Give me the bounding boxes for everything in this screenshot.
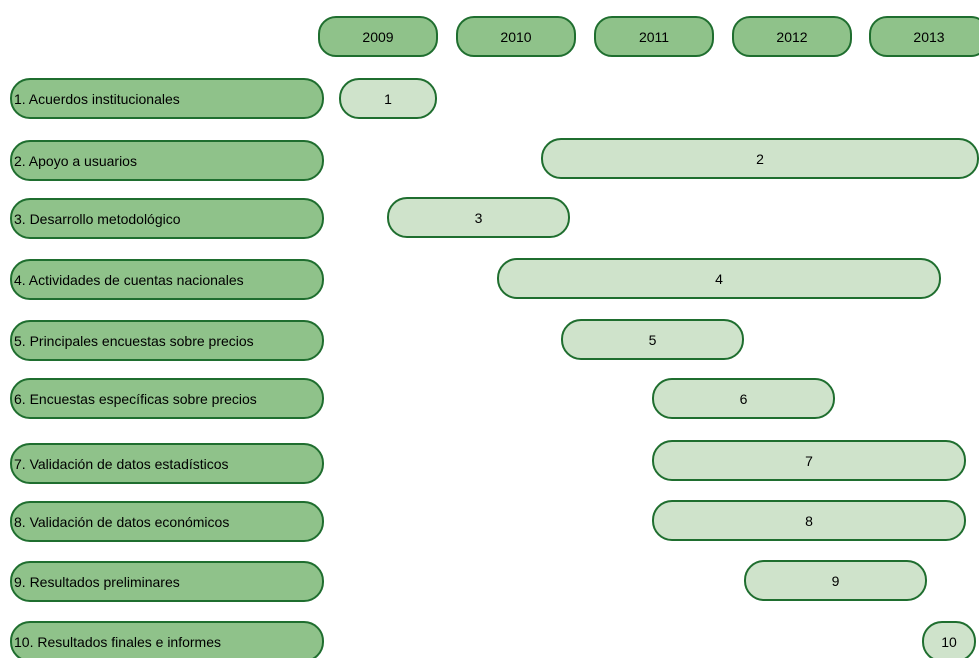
timeline-bar-3: 3	[387, 197, 570, 238]
task-label-10: 10. Resultados finales e informes	[10, 621, 324, 658]
timeline-bar-2: 2	[541, 138, 979, 179]
year-header-2013: 2013	[869, 16, 979, 57]
task-label-1: 1. Acuerdos institucionales	[10, 78, 324, 119]
timeline-bar-7: 7	[652, 440, 966, 481]
timeline-bar-9: 9	[744, 560, 927, 601]
timeline-bar-1: 1	[339, 78, 437, 119]
timeline-bar-8: 8	[652, 500, 966, 541]
task-label-7: 7. Validación de datos estadísticos	[10, 443, 324, 484]
task-label-3: 3. Desarrollo metodológico	[10, 198, 324, 239]
task-label-6: 6. Encuestas específicas sobre precios	[10, 378, 324, 419]
task-label-4: 4. Actividades de cuentas nacionales	[10, 259, 324, 300]
task-label-2: 2. Apoyo a usuarios	[10, 140, 324, 181]
timeline-bar-6: 6	[652, 378, 835, 419]
year-header-2011: 2011	[594, 16, 714, 57]
year-header-2009: 2009	[318, 16, 438, 57]
year-header-2012: 2012	[732, 16, 852, 57]
year-header-2010: 2010	[456, 16, 576, 57]
timeline-bar-10: 10	[922, 621, 976, 658]
timeline-bar-5: 5	[561, 319, 744, 360]
task-label-8: 8. Validación de datos económicos	[10, 501, 324, 542]
task-label-9: 9. Resultados preliminares	[10, 561, 324, 602]
timeline-bar-4: 4	[497, 258, 941, 299]
task-label-5: 5. Principales encuestas sobre precios	[10, 320, 324, 361]
